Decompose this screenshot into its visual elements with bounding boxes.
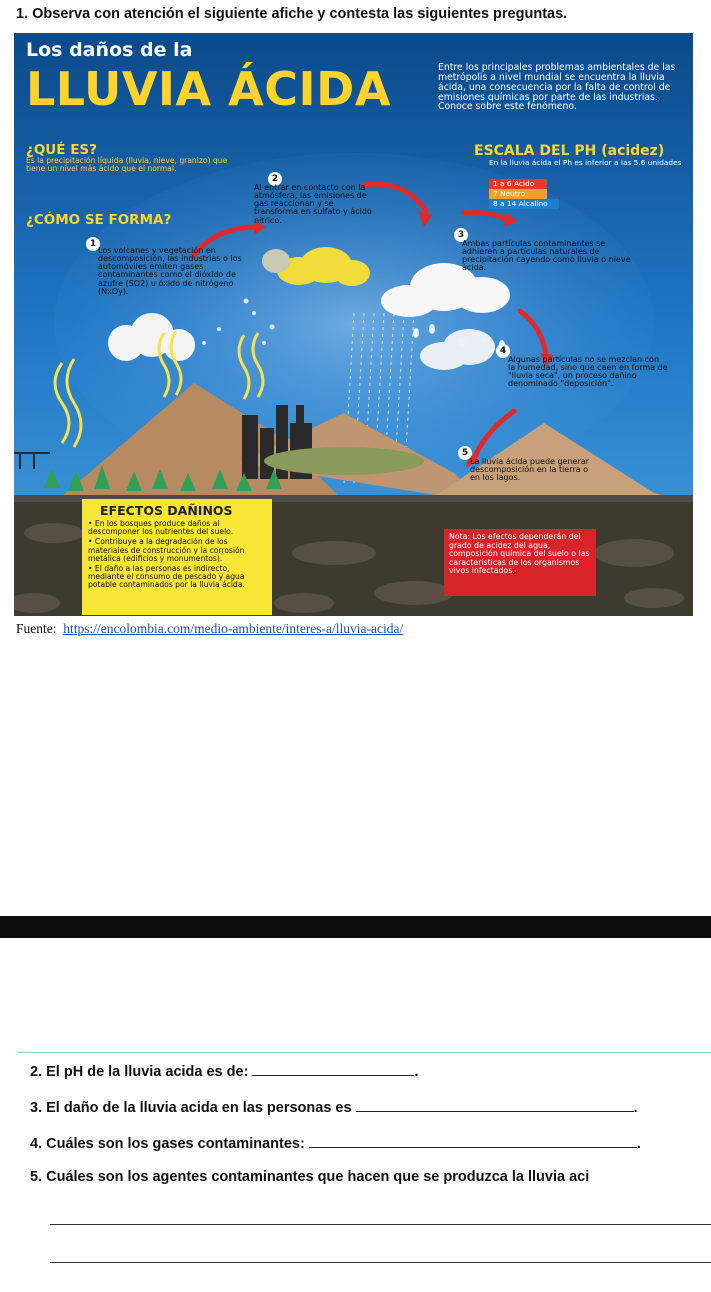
- answer-blank-3[interactable]: [356, 1098, 634, 1112]
- step-5-badge: 5: [458, 446, 472, 460]
- efectos-item: • Contribuye a la degradación de los materiales de construcción y la corrosión metálica (edificios y monumentos).: [88, 537, 245, 563]
- question-4: 4. Cuáles son los gases contaminantes: .: [30, 1136, 641, 1152]
- question-1: 1. Observa con atención el siguiente afiche y contesta las siguientes preguntas.: [16, 6, 568, 22]
- step-2-badge: 2: [268, 172, 282, 186]
- question-3-text: 3. El daño de la lluvia acida en las personas es: [30, 1100, 352, 1116]
- step-5-text: La lluvia ácida puede generar descomposición en la tierra o en los lagos.: [470, 457, 589, 483]
- source-label: Fuente:: [16, 621, 57, 636]
- poster-title-small: Los daños de la: [26, 39, 193, 61]
- step-3-text: Ambas partículas contaminantes se adhieren a partículas naturales de precipitación cayendo como lluvia o nieve ácida.: [462, 239, 631, 273]
- como-se-forma-heading: ¿CÓMO SE FORMA?: [26, 212, 172, 228]
- step-3-badge: 3: [454, 228, 468, 242]
- gas-puff: [262, 249, 290, 273]
- answer-blank-2[interactable]: [252, 1062, 414, 1076]
- question-3: 3. El daño de la lluvia acida en las personas es .: [30, 1100, 638, 1116]
- poster-intro: Entre los principales problemas ambientales de las metrópolis a nivel mundial se encuentra la lluvia ácida, una consecuencia por la falta de control de emisiones químicas por parte de las industrias. Conoce sobre este fenómeno.: [438, 62, 676, 113]
- answer-line-5a[interactable]: [50, 1224, 711, 1225]
- question-2: 2. El pH de la lluvia acida es de: .: [30, 1064, 419, 1080]
- answer-line-5b[interactable]: [50, 1262, 711, 1263]
- acid-rain-poster: [14, 33, 693, 616]
- source-link[interactable]: https://encolombia.com/medio-ambiente/interes-a/lluvia-acida/: [63, 621, 404, 636]
- step-1-text: Los volcanes y vegetación en descomposición, las industrias o los automóviles emiten gases contaminantes como el dióxido de azufre (SO2) u óxido de nitrógeno (NxOy).: [98, 246, 242, 296]
- answer-blank-4[interactable]: [309, 1134, 637, 1148]
- ph-scale-text: En la lluvia ácida el Ph es inferior a las 5.6 unidades: [489, 158, 682, 167]
- que-es-heading: ¿QUÉ ES?: [26, 142, 97, 158]
- ph-row-alkaline: 8 a 14 Alcalino: [489, 199, 559, 209]
- poster-title: LLUVIA ÁCIDA: [26, 62, 391, 116]
- source-line: [16, 621, 403, 637]
- que-es-text: Es la precipitación líquida (lluvia, nieve, granizo) que tiene un nivel más ácido que el normal.: [26, 156, 228, 174]
- question-4-text: 4. Cuáles son los gases contaminantes:: [30, 1136, 305, 1152]
- efectos-item: • En los bosques produce daños al descomponer los nutrientes del suelo.: [88, 519, 234, 537]
- efectos-item: • El daño a las personas es indirecto, mediante el consumo de pescado y agua potable contaminados por la lluvia ácida.: [88, 563, 245, 590]
- question-5: [30, 1169, 589, 1185]
- ph-row-neutral: 7 Neutro: [489, 189, 547, 199]
- ph-scale-heading: ESCALA DEL PH (acidez): [474, 143, 665, 159]
- separator-line: [18, 1052, 711, 1053]
- question-5-text: 5. Cuáles son los agentes contaminantes que hacen que se produzca la lluvia aci: [30, 1169, 590, 1185]
- ph-row-acid: 1 a 6 Acido: [489, 179, 547, 189]
- step-4-badge: 4: [496, 344, 510, 358]
- scan-divider-bar: [0, 916, 711, 938]
- step-2-text: Al entrar en contacto con la atmósfera, las emisiones de gas reaccionan y se transforma en sulfato y ácido nítrico.: [254, 183, 372, 225]
- lake-left: [264, 447, 424, 475]
- nota-box: Nota: Los efectos dependerán del grado de acidez del agua, composición química del suelo o las características de los organismos vivos infectados.: [444, 529, 596, 596]
- efectos-box: [82, 499, 272, 615]
- question-2-text: 2. El pH de la lluvia acida es de:: [30, 1064, 249, 1080]
- step-4-text: Algunas partículas no se mezclan con la humedad, sino que caen en forma de "lluvia seca", un proceso dañino denominado "deposición".: [508, 355, 668, 389]
- step-1-badge: 1: [86, 237, 100, 251]
- efectos-heading: EFECTOS DAÑINOS: [100, 503, 233, 518]
